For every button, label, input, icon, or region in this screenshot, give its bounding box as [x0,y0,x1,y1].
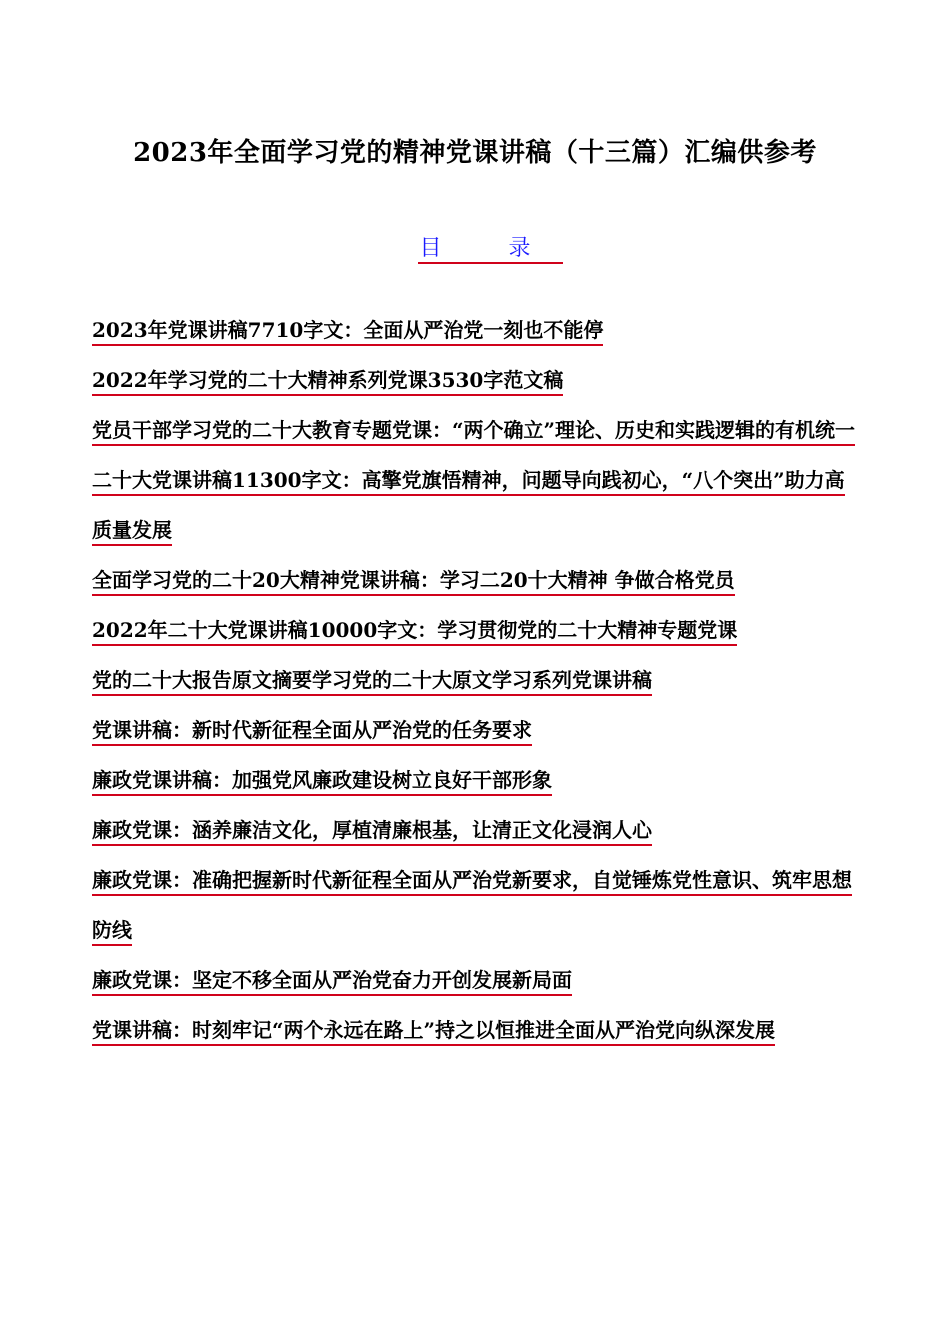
toc-link[interactable]: 2023年党课讲稿7710字文：全面从严治党一刻也不能停 [92,318,603,346]
toc-item [92,855,862,955]
document-title: 2023年全面学习党的精神党课讲稿（十三篇）汇编供参考 [133,138,817,168]
toc-heading-link[interactable]: 目 录 [418,236,563,264]
toc-link[interactable]: 党的二十大报告原文摘要学习党的二十大原文学习系列党课讲稿 [92,668,652,696]
toc-item [92,555,862,605]
toc-link[interactable]: 党课讲稿：新时代新征程全面从严治党的任务要求 [92,718,532,746]
toc-link[interactable]: 廉政党课：坚定不移全面从严治党奋力开创发展新局面 [92,968,572,996]
toc-item [92,1005,862,1055]
toc-link[interactable]: 2022年学习党的二十大精神系列党课3530字范文稿 [92,368,563,396]
toc-item [92,755,862,805]
toc-item [92,405,862,455]
toc-item [92,955,862,1005]
toc-link[interactable]: 党员干部学习党的二十大教育专题党课：“两个确立”理论、历史和实践逻辑的有机统一 [92,418,855,446]
toc-item [92,605,862,655]
toc-item [92,305,862,355]
toc-item [92,655,862,705]
toc-item [92,705,862,755]
toc-item [92,355,862,405]
toc-link[interactable]: 廉政党课讲稿：加强党风廉政建设树立良好干部形象 [92,768,552,796]
toc-heading [0,233,950,265]
toc-link[interactable]: 廉政党课：涵养廉洁文化，厚植清廉根基，让清正文化浸润人心 [92,818,652,846]
toc-list [92,305,862,1055]
toc-item [92,805,862,855]
toc-link[interactable]: 全面学习党的二十20大精神党课讲稿：学习二20十大精神 争做合格党员 [92,568,735,596]
toc-link[interactable]: 廉政党课：准确把握新时代新征程全面从严治党新要求，自觉锤炼党性意识、筑牢思想防线 [92,868,852,946]
toc-link[interactable]: 二十大党课讲稿11300字文：高擎党旗悟精神，问题导向践初心，“八个突出”助力高质量发展 [92,468,845,546]
toc-link[interactable]: 2022年二十大党课讲稿10000字文：学习贯彻党的二十大精神专题党课 [92,618,737,646]
toc-item [92,455,862,555]
toc-link[interactable]: 党课讲稿：时刻牢记“两个永远在路上”持之以恒推进全面从严治党向纵深发展 [92,1018,775,1046]
